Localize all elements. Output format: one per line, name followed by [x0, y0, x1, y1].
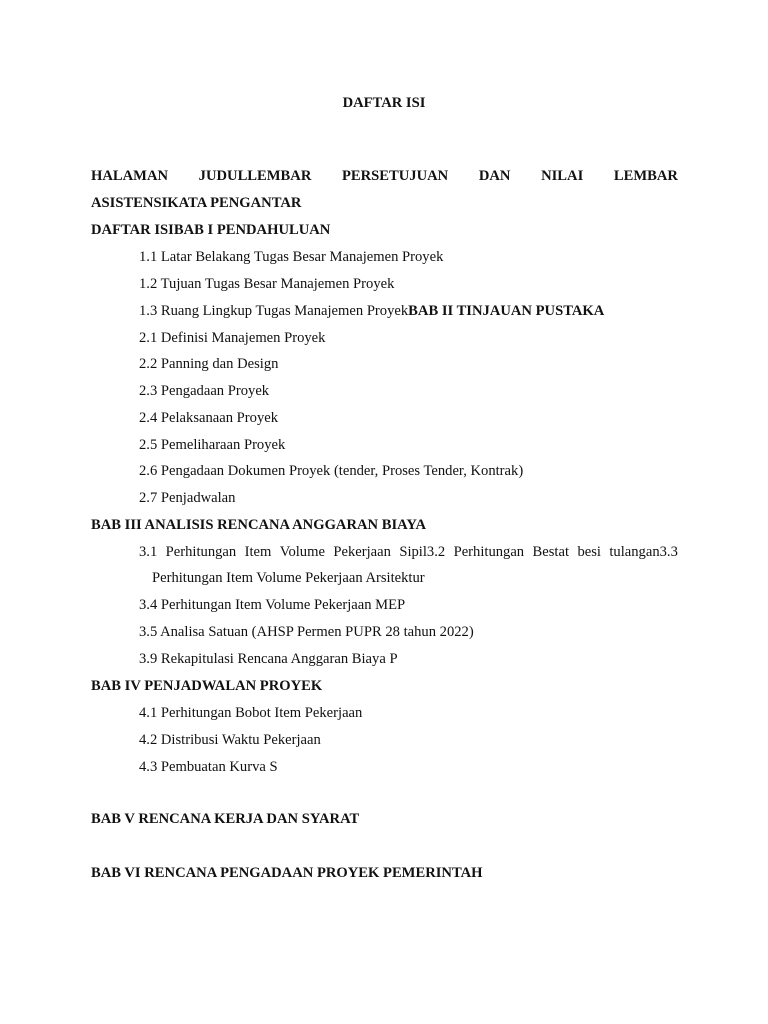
toc-word: Volume — [279, 544, 325, 560]
toc-entry-4-1: 4.1 Perhitungan Bobot Item Pekerjaan — [139, 705, 363, 721]
toc-word: Item — [244, 544, 272, 560]
front-matter-word: LEMBAR — [613, 168, 678, 184]
toc-entry-3-5: 3.5 Analisa Satuan (AHSP Permen PUPR 28 tahun 2022) — [139, 624, 474, 640]
toc-word: besi — [577, 544, 601, 560]
toc-entry-4-3: 4.3 Pembuatan Kurva S — [139, 759, 278, 775]
toc-entry-2-4: 2.4 Pelaksanaan Proyek — [139, 410, 279, 426]
bab-4-heading: BAB IV PENJADWALAN PROYEK — [91, 678, 323, 694]
toc-word: Perhitungan — [453, 544, 525, 560]
document-title: DAFTAR ISI — [342, 95, 426, 111]
toc-word: Bestat — [532, 544, 570, 560]
toc-word: tulangan3.3 — [609, 544, 678, 560]
toc-word: Perhitungan — [165, 544, 237, 560]
toc-word: Sipil3.2 — [399, 544, 446, 560]
toc-entry-2-2: 2.2 Panning dan Design — [139, 356, 279, 372]
bab-3-heading: BAB III ANALISIS RENCANA ANGGARAN BIAYA — [91, 517, 427, 533]
front-matter-word: JUDULLEMBAR — [198, 168, 312, 184]
toc-entry-1-3-text: 1.3 Ruang Lingkup Tugas Manajemen Proyek — [139, 303, 409, 319]
toc-entry-2-5: 2.5 Pemeliharaan Proyek — [139, 437, 286, 453]
toc-entry-1-1: 1.1 Latar Belakang Tugas Besar Manajemen Proyek — [139, 249, 444, 265]
front-matter-word: DAN — [478, 168, 511, 184]
toc-entry-1-2: 1.2 Tujuan Tugas Besar Manajemen Proyek — [139, 276, 395, 292]
toc-entry-2-1: 2.1 Definisi Manajemen Proyek — [139, 330, 326, 346]
bab-2-heading: BAB II TINJAUAN PUSTAKA — [408, 303, 605, 319]
front-matter-word: NILAI — [541, 168, 584, 184]
toc-word: 3.1 — [139, 544, 158, 560]
toc-entry-1-3 — [139, 301, 604, 321]
toc-entry-3-4: 3.4 Perhitungan Item Volume Pekerjaan MEP — [139, 597, 406, 613]
toc-entry-3-1-continuation: Perhitungan Item Volume Pekerjaan Arsitektur — [152, 570, 425, 586]
toc-entry-2-6: 2.6 Pengadaan Dokumen Proyek (tender, Proses Tender, Kontrak) — [139, 463, 524, 479]
toc-entry-2-7: 2.7 Penjadwalan — [139, 490, 236, 506]
toc-entry-3-9: 3.9 Rekapitulasi Rencana Anggaran Biaya P — [139, 651, 398, 667]
toc-word: Pekerjaan — [333, 544, 391, 560]
front-matter-row-1 — [91, 166, 678, 186]
toc-entry-4-2: 4.2 Distribusi Waktu Pekerjaan — [139, 732, 321, 748]
front-matter-word: PERSETUJUAN — [341, 168, 449, 184]
bab-6-heading: BAB VI RENCANA PENGADAAN PROYEK PEMERINTAH — [91, 865, 483, 881]
front-matter-row-3: DAFTAR ISIBAB I PENDAHULUAN — [91, 222, 331, 238]
toc-entry-3-1 — [139, 542, 678, 562]
front-matter-word: HALAMAN — [91, 168, 169, 184]
front-matter-row-2: ASISTENSIKATA PENGANTAR — [91, 195, 302, 211]
bab-5-heading: BAB V RENCANA KERJA DAN SYARAT — [91, 811, 360, 827]
toc-entry-2-3: 2.3 Pengadaan Proyek — [139, 383, 270, 399]
